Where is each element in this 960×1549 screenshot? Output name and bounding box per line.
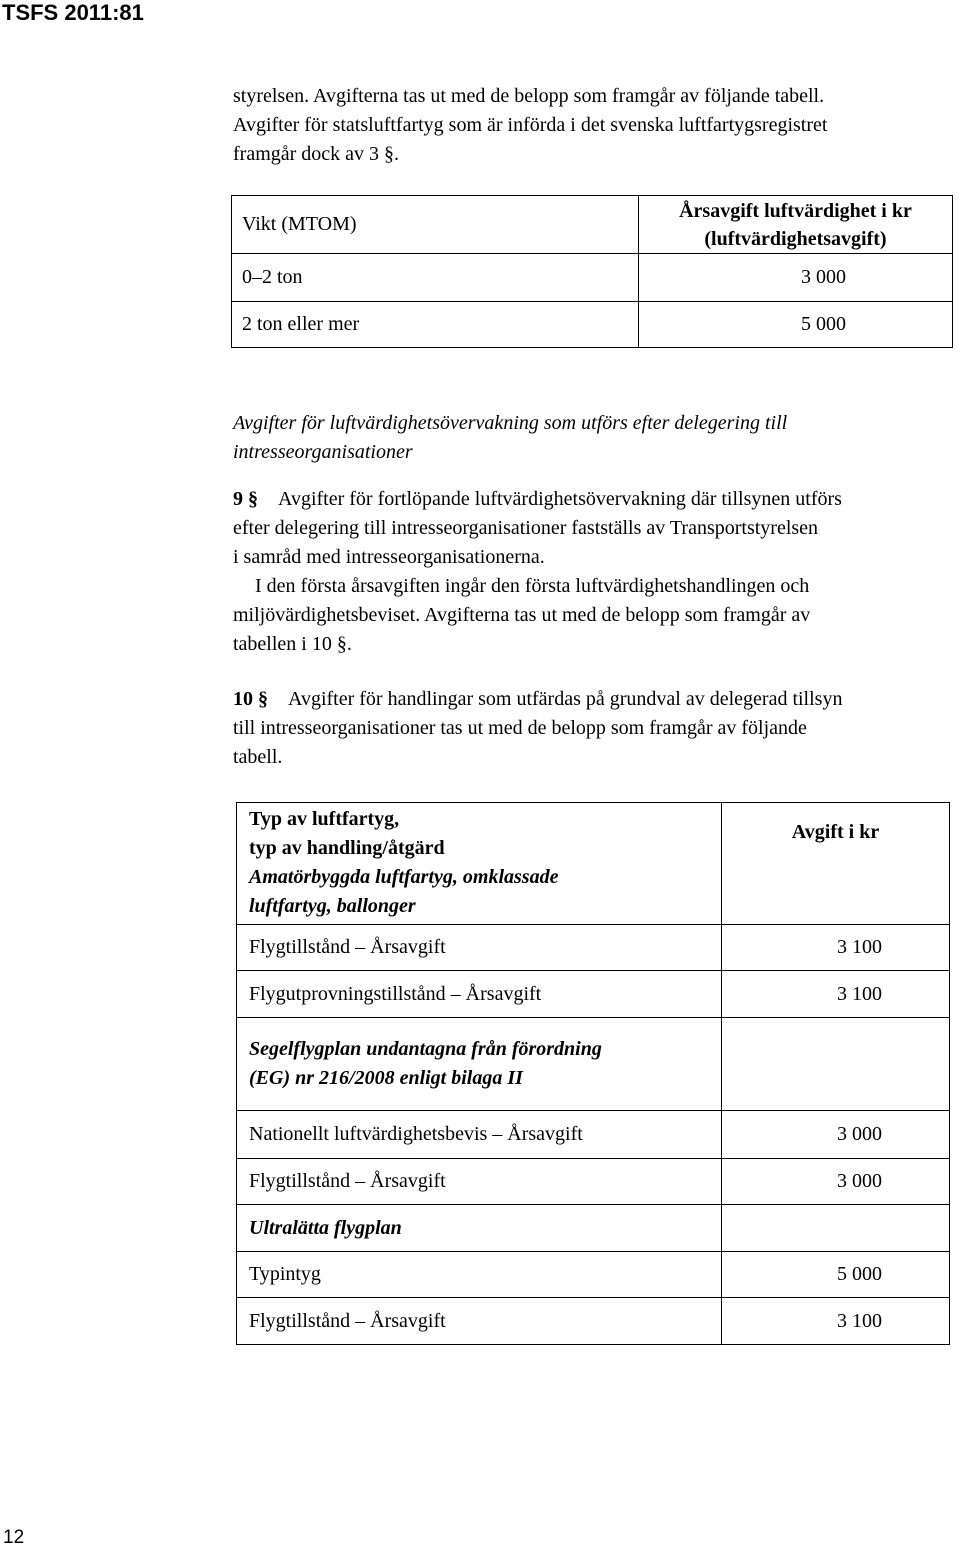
- table-header-row: [232, 196, 953, 254]
- document-cell: Flygtillstånd – Årsavgift: [237, 1159, 722, 1205]
- group-title: Segelflygplan undantagna från förordning: [249, 1038, 602, 1060]
- group-title-cell: [237, 1018, 722, 1111]
- table-row: [237, 1159, 950, 1205]
- header-annual-fee: [639, 196, 953, 254]
- section-heading-line: Avgifter för luftvärdighetsövervakning som utförs efter delegering till: [233, 412, 788, 434]
- group-title: luftfartyg, ballonger: [249, 895, 416, 917]
- header-fee-cell: [722, 803, 950, 925]
- header-fee: Avgift i kr: [791, 821, 880, 843]
- empty-cell: [722, 1018, 950, 1111]
- fee-cell: 3 100: [722, 1298, 950, 1345]
- intro-paragraph: [233, 82, 955, 169]
- intro-line: Avgifter för statsluftfartyg som är införda i det svenska luftfartygsregistret: [233, 114, 828, 136]
- table-row: [232, 254, 953, 302]
- header-annual-fee-line: Årsavgift luftvärdighet i kr: [679, 199, 912, 222]
- document-cell: Flygtillstånd – Årsavgift: [237, 925, 722, 971]
- document-cell: Nationellt luftvärdighetsbevis – Årsavgift: [237, 1111, 722, 1159]
- section-text: tabell.: [233, 746, 283, 768]
- fee-cell: 3 000: [722, 1111, 950, 1159]
- intro-line: framgår dock av 3 §.: [233, 143, 400, 165]
- section-text: I den första årsavgiften ingår den första luftvärdighetshandlingen och: [255, 575, 810, 597]
- section-number: 10 §: [233, 688, 268, 710]
- fee-cell: 3 100: [722, 971, 950, 1018]
- table-row: [237, 1111, 950, 1159]
- section-text: miljövärdighetsbeviset. Avgifterna tas ut med de belopp som framgår av: [233, 604, 811, 626]
- table-header-row: [237, 803, 950, 925]
- header-aircraft-type: [237, 803, 722, 925]
- fee-cell: 5 000: [722, 1252, 950, 1298]
- group-title: (EG) nr 216/2008 enligt bilaga II: [249, 1067, 523, 1089]
- section-10: [233, 685, 955, 772]
- header-aircraft-type-line: Typ av luftfartyg,: [249, 808, 400, 830]
- header-annual-fee-line: (luftvärdighetsavgift): [704, 227, 887, 250]
- section-text: Avgifter för handlingar som utfärdas på grundval av delegerad tillsyn: [288, 688, 843, 710]
- table-row: [237, 1252, 950, 1298]
- table-group-row: [237, 1205, 950, 1252]
- empty-cell: [722, 1205, 950, 1252]
- section-text: efter delegering till intresseorganisationer fastställs av Transportstyrelsen: [233, 517, 819, 539]
- section-heading: [233, 409, 933, 467]
- weight-cell: 2 ton eller mer: [232, 302, 639, 348]
- table-row: [232, 302, 953, 348]
- group-title: Ultralätta flygplan: [237, 1205, 722, 1252]
- section-text: till intresseorganisationer tas ut med de belopp som framgår av följande: [233, 717, 807, 739]
- document-cell: Flygtillstånd – Årsavgift: [237, 1298, 722, 1345]
- document-fee-table: [236, 802, 950, 1345]
- document-cell: Flygutprovningstillstånd – Årsavgift: [237, 971, 722, 1018]
- table-row: [237, 925, 950, 971]
- weight-fee-table: [231, 195, 953, 348]
- fee-cell: 3 100: [722, 925, 950, 971]
- section-text: i samråd med intresseorganisationerna.: [233, 546, 545, 568]
- group-title: Amatörbyggda luftfartyg, omklassade: [249, 866, 559, 888]
- section-number: 9 §: [233, 488, 258, 510]
- table-row: [237, 971, 950, 1018]
- header-weight: Vikt (MTOM): [232, 196, 639, 254]
- table-group-row: [237, 1018, 950, 1111]
- header-aircraft-type-line: typ av handling/åtgärd: [249, 837, 445, 859]
- document-header: TSFS 2011:81: [2, 0, 144, 25]
- page-number: 12: [3, 1527, 25, 1548]
- section-text: Avgifter för fortlöpande luftvärdighetsövervakning där tillsynen utförs: [278, 488, 842, 510]
- weight-cell: 0–2 ton: [232, 254, 639, 302]
- intro-line: styrelsen. Avgifterna tas ut med de belopp som framgår av följande tabell.: [233, 85, 825, 107]
- section-heading-line: intresseorganisationer: [233, 441, 413, 463]
- fee-cell: 3 000: [722, 1159, 950, 1205]
- table-row: [237, 1298, 950, 1345]
- fee-cell: 5 000: [639, 302, 953, 348]
- section-text: tabellen i 10 §.: [233, 633, 352, 655]
- fee-cell: 3 000: [639, 254, 953, 302]
- section-9: [233, 485, 955, 659]
- document-cell: Typintyg: [237, 1252, 722, 1298]
